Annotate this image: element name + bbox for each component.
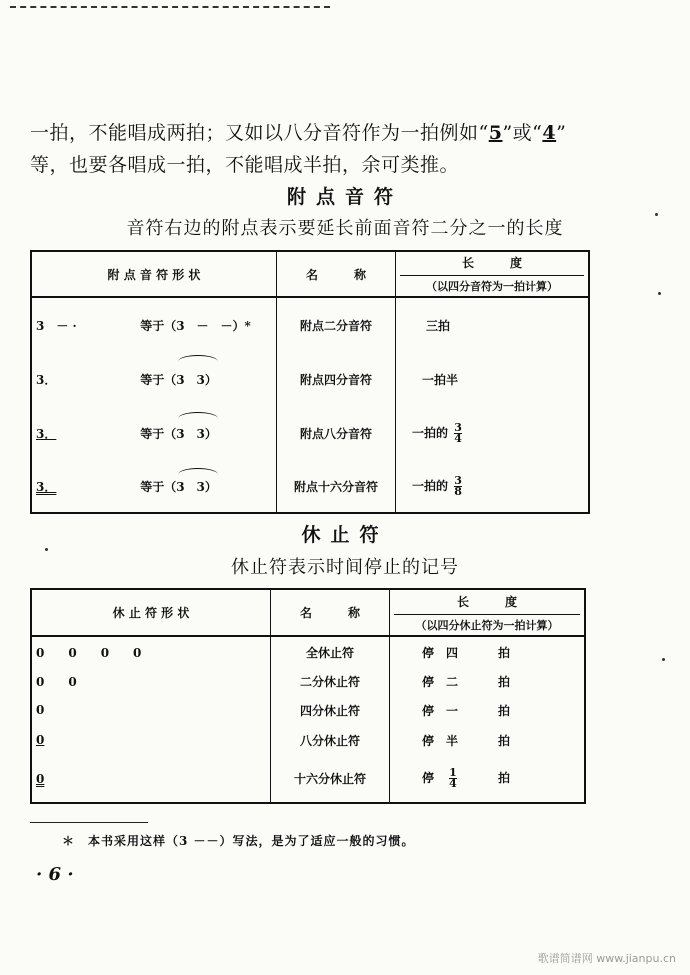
speck — [655, 213, 658, 216]
shape-cell — [31, 405, 277, 461]
rests-title: 休止符 — [301, 524, 389, 546]
header-name: 名 称 — [271, 589, 390, 636]
length-cell — [390, 636, 586, 667]
table-row — [31, 636, 585, 667]
shape-cell — [31, 297, 277, 353]
table-header-row — [31, 251, 589, 297]
name-cell: 二分休止符 — [271, 667, 390, 696]
speck — [658, 292, 661, 295]
header-length-note: （以四分音符为一拍计算） — [400, 275, 584, 294]
length-text: 一拍的 — [412, 479, 449, 493]
length-cell — [390, 725, 586, 756]
table-row — [31, 725, 585, 756]
fraction-numerator: 3 — [454, 420, 462, 434]
tie-arc — [178, 355, 218, 368]
name-cell: 十六分休止符 — [271, 756, 390, 803]
table-row — [31, 696, 585, 725]
shape-cell: 0 — [31, 756, 271, 803]
tie-arc — [178, 468, 218, 481]
equals-text: 等于（3 3） — [140, 372, 217, 387]
dotted-notes-table — [30, 250, 590, 514]
intro-text-b: ”或“ — [502, 122, 543, 144]
intro-line-1 — [30, 118, 566, 145]
fraction — [449, 768, 457, 789]
name-cell: 附点十六分音符 — [277, 461, 396, 513]
equals-text: 等于（3 － －）* — [140, 319, 251, 333]
dotted-notes-title: 附点音符 — [286, 186, 403, 208]
length-word: 拍 — [497, 675, 510, 690]
speck — [45, 548, 48, 551]
shape-cell: 0 0 0 0 — [31, 636, 271, 667]
watermark: 歌谱简谱网 www.jianpu.cn — [537, 952, 676, 965]
fraction-denominator: 4 — [454, 431, 462, 445]
name-cell: 附点四分音符 — [277, 353, 396, 405]
length-word: 一 — [445, 703, 458, 718]
rests-subtitle: 休止符表示时间停止的记号 — [231, 557, 459, 578]
shape-cell: 0 0 — [31, 667, 271, 696]
table-header-row — [31, 589, 585, 636]
fraction — [454, 476, 462, 497]
name-cell: 八分休止符 — [271, 725, 390, 756]
name-cell: 全休止符 — [271, 636, 390, 667]
length-word: 拍 — [497, 771, 510, 786]
fraction-numerator: 1 — [449, 766, 457, 780]
table-row — [31, 405, 589, 461]
fraction-denominator: 8 — [454, 485, 462, 498]
note-four: 4 — [542, 122, 557, 144]
header-shape: 休 止 符 形 状 — [31, 589, 271, 636]
name-cell: 附点八分音符 — [277, 405, 396, 461]
header-length-label: 长 度 — [456, 594, 517, 609]
length-word: 二 — [445, 675, 458, 690]
header-length — [396, 251, 590, 297]
table-row — [31, 756, 585, 803]
length-cell — [390, 756, 586, 803]
footnote: ＊ 本书采用这样（3 －－）写法，是为了适应一般的习惯。 — [62, 834, 415, 848]
fraction-denominator: 4 — [449, 777, 457, 791]
length-word: 停 — [421, 645, 434, 660]
length-cell: 一拍半 — [422, 372, 459, 387]
table-row — [31, 353, 589, 405]
length-word: 拍 — [497, 645, 510, 660]
intro-text-c: ” — [556, 122, 567, 144]
shape-cell — [31, 353, 277, 405]
length-word: 半 — [445, 733, 458, 748]
page-number: · 6 · — [36, 864, 74, 885]
table-row — [31, 297, 589, 353]
rests-table — [30, 588, 586, 804]
length-word: 拍 — [497, 733, 510, 748]
length-word: 停 — [421, 733, 434, 748]
name-cell: 四分休止符 — [271, 696, 390, 725]
fraction-numerator: 3 — [454, 474, 462, 487]
header-length-note: （以四分休止符为一拍计算） — [394, 614, 580, 633]
speck — [662, 658, 665, 661]
header-length — [390, 589, 586, 636]
length-cell — [390, 667, 586, 696]
table-row — [31, 461, 589, 513]
equals-text: 等于（3 3） — [140, 480, 217, 494]
length-word: 停 — [421, 703, 434, 718]
header-length-label: 长 度 — [461, 256, 522, 270]
length-cell: 三拍 — [426, 319, 451, 333]
note-shape: 3 － · — [36, 319, 77, 333]
intro-text-a: 一拍，不能唱成两拍；又如以八分音符作为一拍例如“ — [30, 122, 489, 144]
shape-cell — [31, 461, 277, 513]
footnote-rule — [30, 822, 148, 823]
length-cell — [390, 696, 586, 725]
length-cell — [396, 461, 590, 513]
length-word: 停 — [421, 771, 434, 786]
note-shape: 3． — [36, 480, 57, 494]
note-shape: 3． — [36, 372, 57, 387]
length-word: 停 — [421, 675, 434, 690]
length-word: 拍 — [497, 703, 510, 718]
length-text: 一拍的 — [412, 425, 449, 440]
header-name: 名 称 — [277, 251, 396, 297]
name-cell: 附点二分音符 — [277, 297, 396, 353]
table-row — [31, 667, 585, 696]
fraction — [454, 420, 462, 445]
tie-arc — [178, 412, 218, 425]
note-five: 5 — [488, 122, 503, 144]
header-shape: 附 点 音 符 形 状 — [31, 251, 277, 297]
dotted-notes-subtitle: 音符右边的附点表示要延长前面音符二分之一的长度 — [126, 218, 564, 239]
length-cell — [396, 405, 590, 461]
intro-line-2: 等，也要各唱成一拍，不能唱成半拍，余可类推。 — [30, 154, 460, 176]
length-word: 四 — [445, 645, 458, 660]
top-dashed-rule — [10, 6, 330, 8]
shape-cell: 0 — [31, 696, 271, 725]
equals-text: 等于（3 3） — [140, 426, 217, 441]
note-shape: 3． — [36, 426, 57, 441]
shape-cell: 0 — [31, 725, 271, 756]
